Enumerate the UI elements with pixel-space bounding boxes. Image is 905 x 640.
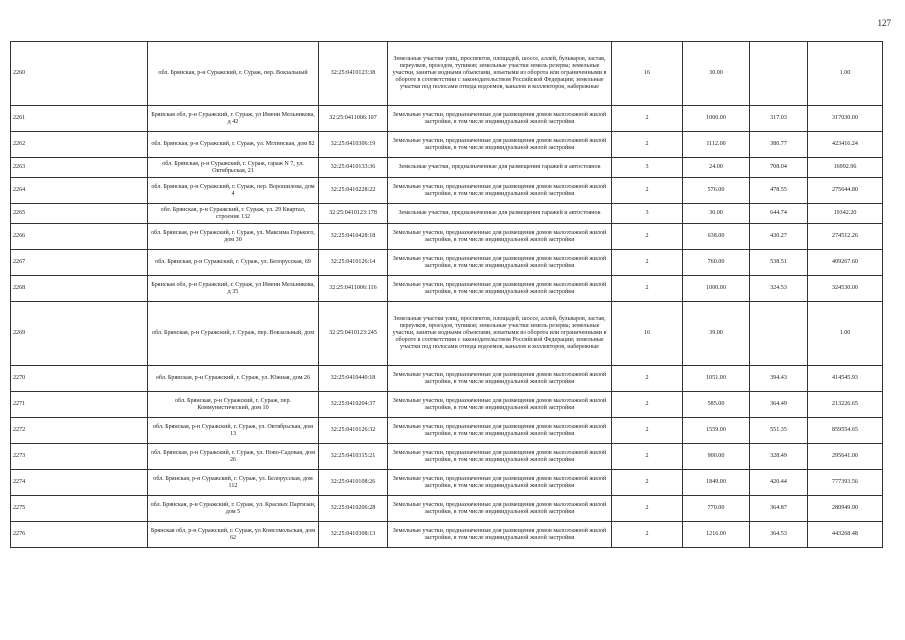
cadastral-value-cell: 1.00	[808, 302, 883, 366]
land-use-cell: Земельные участки, предназначенные для размещения домов малоэтажной жилой застройки, в том числе индивидуальной жилой застройки	[388, 276, 612, 302]
table-row	[11, 302, 883, 366]
cadastral-number-cell: 32:25:0410308:13	[319, 522, 388, 548]
row-number: 2269	[11, 302, 148, 366]
unit-value-cell	[750, 302, 808, 366]
table-row	[11, 366, 883, 392]
land-use-cell: Земельные участки, предназначенные для размещения домов малоэтажной жилой застройки, в том числе индивидуальной жилой застройки	[388, 444, 612, 470]
table-row	[11, 250, 883, 276]
unit-value-cell: 328.49	[750, 444, 808, 470]
cadastral-value-cell: 443268.48	[808, 522, 883, 548]
cadastral-number-cell: 32:25:0410428:18	[319, 224, 388, 250]
cadastral-value-cell: 423416.24	[808, 132, 883, 158]
table-row	[11, 158, 883, 178]
table-body	[11, 42, 883, 548]
unit-value-cell: 317.03	[750, 106, 808, 132]
address-cell: обл. Брянская, р-н Суражский, г. Сураж, пер. Вокзальный, дом	[148, 302, 319, 366]
row-number: 2272	[11, 418, 148, 444]
row-number: 2265	[11, 204, 148, 224]
cadastral-number-cell: 32:25:0411006:116	[319, 276, 388, 302]
address-cell: обл. Брянская, р-н Суражский, г. Сураж, пер. Коммунистический, дом 10	[148, 392, 319, 418]
table-row	[11, 178, 883, 204]
cadastral-number-cell: 32:25:0410440:18	[319, 366, 388, 392]
table-row	[11, 444, 883, 470]
area-cell: 30.00	[683, 204, 750, 224]
cadastral-number-cell: 32:25:0410204:37	[319, 392, 388, 418]
area-cell: 24.00	[683, 158, 750, 178]
area-cell: 585.00	[683, 392, 750, 418]
cadastral-value-cell: 324530.00	[808, 276, 883, 302]
cadastral-number-cell: 32:25:0410108:26	[319, 470, 388, 496]
row-number: 2273	[11, 444, 148, 470]
unit-value-cell: 430.27	[750, 224, 808, 250]
area-cell: 1000.00	[683, 106, 750, 132]
land-use-cell: Земельные участки, предназначенные для размещения домов малоэтажной жилой застройки, в том числе индивидуальной жилой застройки	[388, 392, 612, 418]
use-group-cell: 2	[612, 470, 683, 496]
cadastral-value-cell: 414545.93	[808, 366, 883, 392]
cadastral-value-cell: 295641.00	[808, 444, 883, 470]
row-number: 2271	[11, 392, 148, 418]
use-group-cell: 16	[612, 302, 683, 366]
unit-value-cell: 551.35	[750, 418, 808, 444]
unit-value-cell: 420.44	[750, 470, 808, 496]
land-use-cell: Земельные участки, предназначенные для размещения домов малоэтажной жилой застройки, в том числе индивидуальной жилой застройки	[388, 496, 612, 522]
address-cell: обл. Брянская, р-н Суражский, г. Сураж, пер. Ворошилова, дом 4	[148, 178, 319, 204]
use-group-cell: 2	[612, 418, 683, 444]
address-cell: обл. Брянская, р-н Суражский, г. Сураж, ул. Белорусская, 69	[148, 250, 319, 276]
table-row	[11, 132, 883, 158]
area-cell: 30.00	[683, 42, 750, 106]
table-row	[11, 204, 883, 224]
table-row	[11, 276, 883, 302]
area-cell: 1112.00	[683, 132, 750, 158]
cadastral-value-cell: 409267.60	[808, 250, 883, 276]
cadastral-number-cell: 32:25:0410123:245	[319, 302, 388, 366]
use-group-cell: 2	[612, 106, 683, 132]
unit-value-cell: 478.55	[750, 178, 808, 204]
area-cell: 1000.00	[683, 276, 750, 302]
land-use-cell: Земельные участки улиц, проспектов, площадей, шоссе, аллей, бульваров, застав, переулков, проездов, тупиков; земельные участки земель резерва; земельные участки, занятые водными объектами, изъятыми из оборота или ограниченными в обороте в соответствии с законодательством Российской Федерации; земельные участки под полосами отвода водоемов, каналов и коллекторов, набережные	[388, 42, 612, 106]
address-cell: обл. Брянская, р-н Суражский, г. Сураж, ул. Максима Горького, дом 30	[148, 224, 319, 250]
use-group-cell: 2	[612, 522, 683, 548]
row-number: 2274	[11, 470, 148, 496]
land-use-cell: Земельные участки, предназначенные для размещения домов малоэтажной жилой застройки, в том числе индивидуальной жилой застройки	[388, 470, 612, 496]
row-number: 2270	[11, 366, 148, 392]
area-cell: 1849.00	[683, 470, 750, 496]
unit-value-cell: 364.53	[750, 522, 808, 548]
address-cell: Брянская обл, р-н Суражский, г. Сураж, ул Комсомольская, дом 62	[148, 522, 319, 548]
cadastral-value-cell: 19342.20	[808, 204, 883, 224]
page-number: 127	[877, 18, 891, 28]
address-cell: обл. Брянская, р-н Суражский, г. Сураж, ул. Белорусская, дом 112	[148, 470, 319, 496]
cadastral-value-cell: 777393.56	[808, 470, 883, 496]
unit-value-cell: 364.87	[750, 496, 808, 522]
land-registry-table	[10, 41, 883, 548]
table-row	[11, 42, 883, 106]
land-use-cell: Земельные участки, предназначенные для размещения домов малоэтажной жилой застройки, в том числе индивидуальной жилой застройки	[388, 224, 612, 250]
cadastral-number-cell: 32:25:0410206:28	[319, 496, 388, 522]
cadastral-number-cell: 32:25:0410126:14	[319, 250, 388, 276]
table-row	[11, 470, 883, 496]
address-cell: обл. Брянская, р-н Суражский, г. Сураж, ул. Ново-Садовая, дом 26	[148, 444, 319, 470]
use-group-cell: 2	[612, 250, 683, 276]
land-use-cell: Земельные участки, предназначенные для размещения домов малоэтажной жилой застройки, в том числе индивидуальной жилой застройки	[388, 418, 612, 444]
area-cell: 760.00	[683, 250, 750, 276]
cadastral-value-cell: 275644.80	[808, 178, 883, 204]
cadastral-number-cell: 32:25:0410126:32	[319, 418, 388, 444]
unit-value-cell: 538.51	[750, 250, 808, 276]
land-use-cell: Земельные участки, предназначенные для размещения домов малоэтажной жилой застройки, в том числе индивидуальной жилой застройки	[388, 132, 612, 158]
table-row	[11, 496, 883, 522]
address-cell: обл. Брянская, р-н Суражский, г. Сураж, пер. Вокзальный	[148, 42, 319, 106]
cadastral-number-cell: 32:25:0410123:178	[319, 204, 388, 224]
table-row	[11, 522, 883, 548]
use-group-cell: 2	[612, 224, 683, 250]
row-number: 2267	[11, 250, 148, 276]
use-group-cell: 2	[612, 366, 683, 392]
land-use-cell: Земельные участки, предназначенные для размещения домов малоэтажной жилой застройки, в том числе индивидуальной жилой застройки	[388, 178, 612, 204]
cadastral-number-cell: 32:25:0410306:19	[319, 132, 388, 158]
use-group-cell: 2	[612, 276, 683, 302]
cadastral-value-cell: 274512.26	[808, 224, 883, 250]
row-number: 2261	[11, 106, 148, 132]
address-cell: Брянская обл, р-н Суражский, г. Сураж, ул Имени Мельникова, д 35	[148, 276, 319, 302]
use-group-cell: 3	[612, 204, 683, 224]
row-number: 2264	[11, 178, 148, 204]
cadastral-number-cell: 32:25:0411006:107	[319, 106, 388, 132]
use-group-cell: 2	[612, 132, 683, 158]
area-cell: 638.00	[683, 224, 750, 250]
unit-value-cell: 364.49	[750, 392, 808, 418]
land-use-cell: Земельные участки, предназначенные для размещения домов малоэтажной жилой застройки, в том числе индивидуальной жилой застройки	[388, 106, 612, 132]
land-use-cell: Земельные участки, предназначенные для размещения домов малоэтажной жилой застройки, в том числе индивидуальной жилой застройки	[388, 522, 612, 548]
row-number: 2260	[11, 42, 148, 106]
cadastral-value-cell: 1.00	[808, 42, 883, 106]
unit-value-cell: 708.04	[750, 158, 808, 178]
land-use-cell: Земельные участки, предназначенные для размещения домов малоэтажной жилой застройки, в том числе индивидуальной жилой застройки	[388, 366, 612, 392]
table-row	[11, 392, 883, 418]
table-row	[11, 224, 883, 250]
area-cell: 770.00	[683, 496, 750, 522]
area-cell: 1051.00	[683, 366, 750, 392]
cadastral-number-cell: 32:25:0410133:36	[319, 158, 388, 178]
unit-value-cell: 644.74	[750, 204, 808, 224]
cadastral-number-cell: 32:25:0410228:22	[319, 178, 388, 204]
row-number: 2266	[11, 224, 148, 250]
row-number: 2268	[11, 276, 148, 302]
area-cell: 39.00	[683, 302, 750, 366]
address-cell: Брянская обл, р-н Суражский, г. Сураж, ул Имени Мельникова, д 42	[148, 106, 319, 132]
unit-value-cell	[750, 42, 808, 106]
row-number: 2276	[11, 522, 148, 548]
table-row	[11, 418, 883, 444]
unit-value-cell: 324.53	[750, 276, 808, 302]
unit-value-cell: 394.43	[750, 366, 808, 392]
cadastral-value-cell: 213226.65	[808, 392, 883, 418]
row-number: 2275	[11, 496, 148, 522]
land-use-cell: Земельные участки, предназначенные для размещения гаражей и автостоянок	[388, 204, 612, 224]
use-group-cell: 2	[612, 444, 683, 470]
cadastral-number-cell: 32:25:0410123:38	[319, 42, 388, 106]
address-cell: обл. Брянская, р-н Суражский, г. Сураж, ул. 29 Квартал, строение 132	[148, 204, 319, 224]
use-group-cell: 3	[612, 158, 683, 178]
address-cell: обл. Брянская, р-н Суражский, г. Сураж, гараж N 7, ул. Октябрьская, 21	[148, 158, 319, 178]
address-cell: обл. Брянская, р-н Суражский, г. Сураж, ул. Мглинская, дом 82	[148, 132, 319, 158]
row-number: 2263	[11, 158, 148, 178]
cadastral-value-cell: 16992.96	[808, 158, 883, 178]
area-cell: 1216.00	[683, 522, 750, 548]
address-cell: обл. Брянская, р-н Суражский, г. Сураж, ул. Южная, дом 26	[148, 366, 319, 392]
use-group-cell: 16	[612, 42, 683, 106]
cadastral-value-cell: 859554.65	[808, 418, 883, 444]
area-cell: 1559.00	[683, 418, 750, 444]
cadastral-value-cell: 317030.00	[808, 106, 883, 132]
use-group-cell: 2	[612, 496, 683, 522]
unit-value-cell: 380.77	[750, 132, 808, 158]
cadastral-number-cell: 32:25:0410315:21	[319, 444, 388, 470]
use-group-cell: 2	[612, 392, 683, 418]
cadastral-value-cell: 280949.90	[808, 496, 883, 522]
address-cell: обл. Брянская, р-н Суражский, г. Сураж, ул. Красных Партизан, дом 5	[148, 496, 319, 522]
use-group-cell: 2	[612, 178, 683, 204]
area-cell: 900.00	[683, 444, 750, 470]
area-cell: 576.00	[683, 178, 750, 204]
land-use-cell: Земельные участки, предназначенные для размещения домов малоэтажной жилой застройки, в том числе индивидуальной жилой застройки	[388, 250, 612, 276]
address-cell: обл. Брянская, р-н Суражский, г. Сураж, ул. Октябрьская, дом 13	[148, 418, 319, 444]
land-use-cell: Земельные участки, предназначенные для размещения гаражей и автостоянок	[388, 158, 612, 178]
row-number: 2262	[11, 132, 148, 158]
land-use-cell: Земельные участки улиц, проспектов, площадей, шоссе, аллей, бульваров, застав, переулков, проездов, тупиков; земельные участки земель резерва; земельные участки, занятые водными объектами, изъятыми из оборота или ограниченными в обороте в соответствии с законодательством Российской Федерации; земельные участки под полосами отвода водоемов, каналов и коллекторов, набережные	[388, 302, 612, 366]
table-row	[11, 106, 883, 132]
